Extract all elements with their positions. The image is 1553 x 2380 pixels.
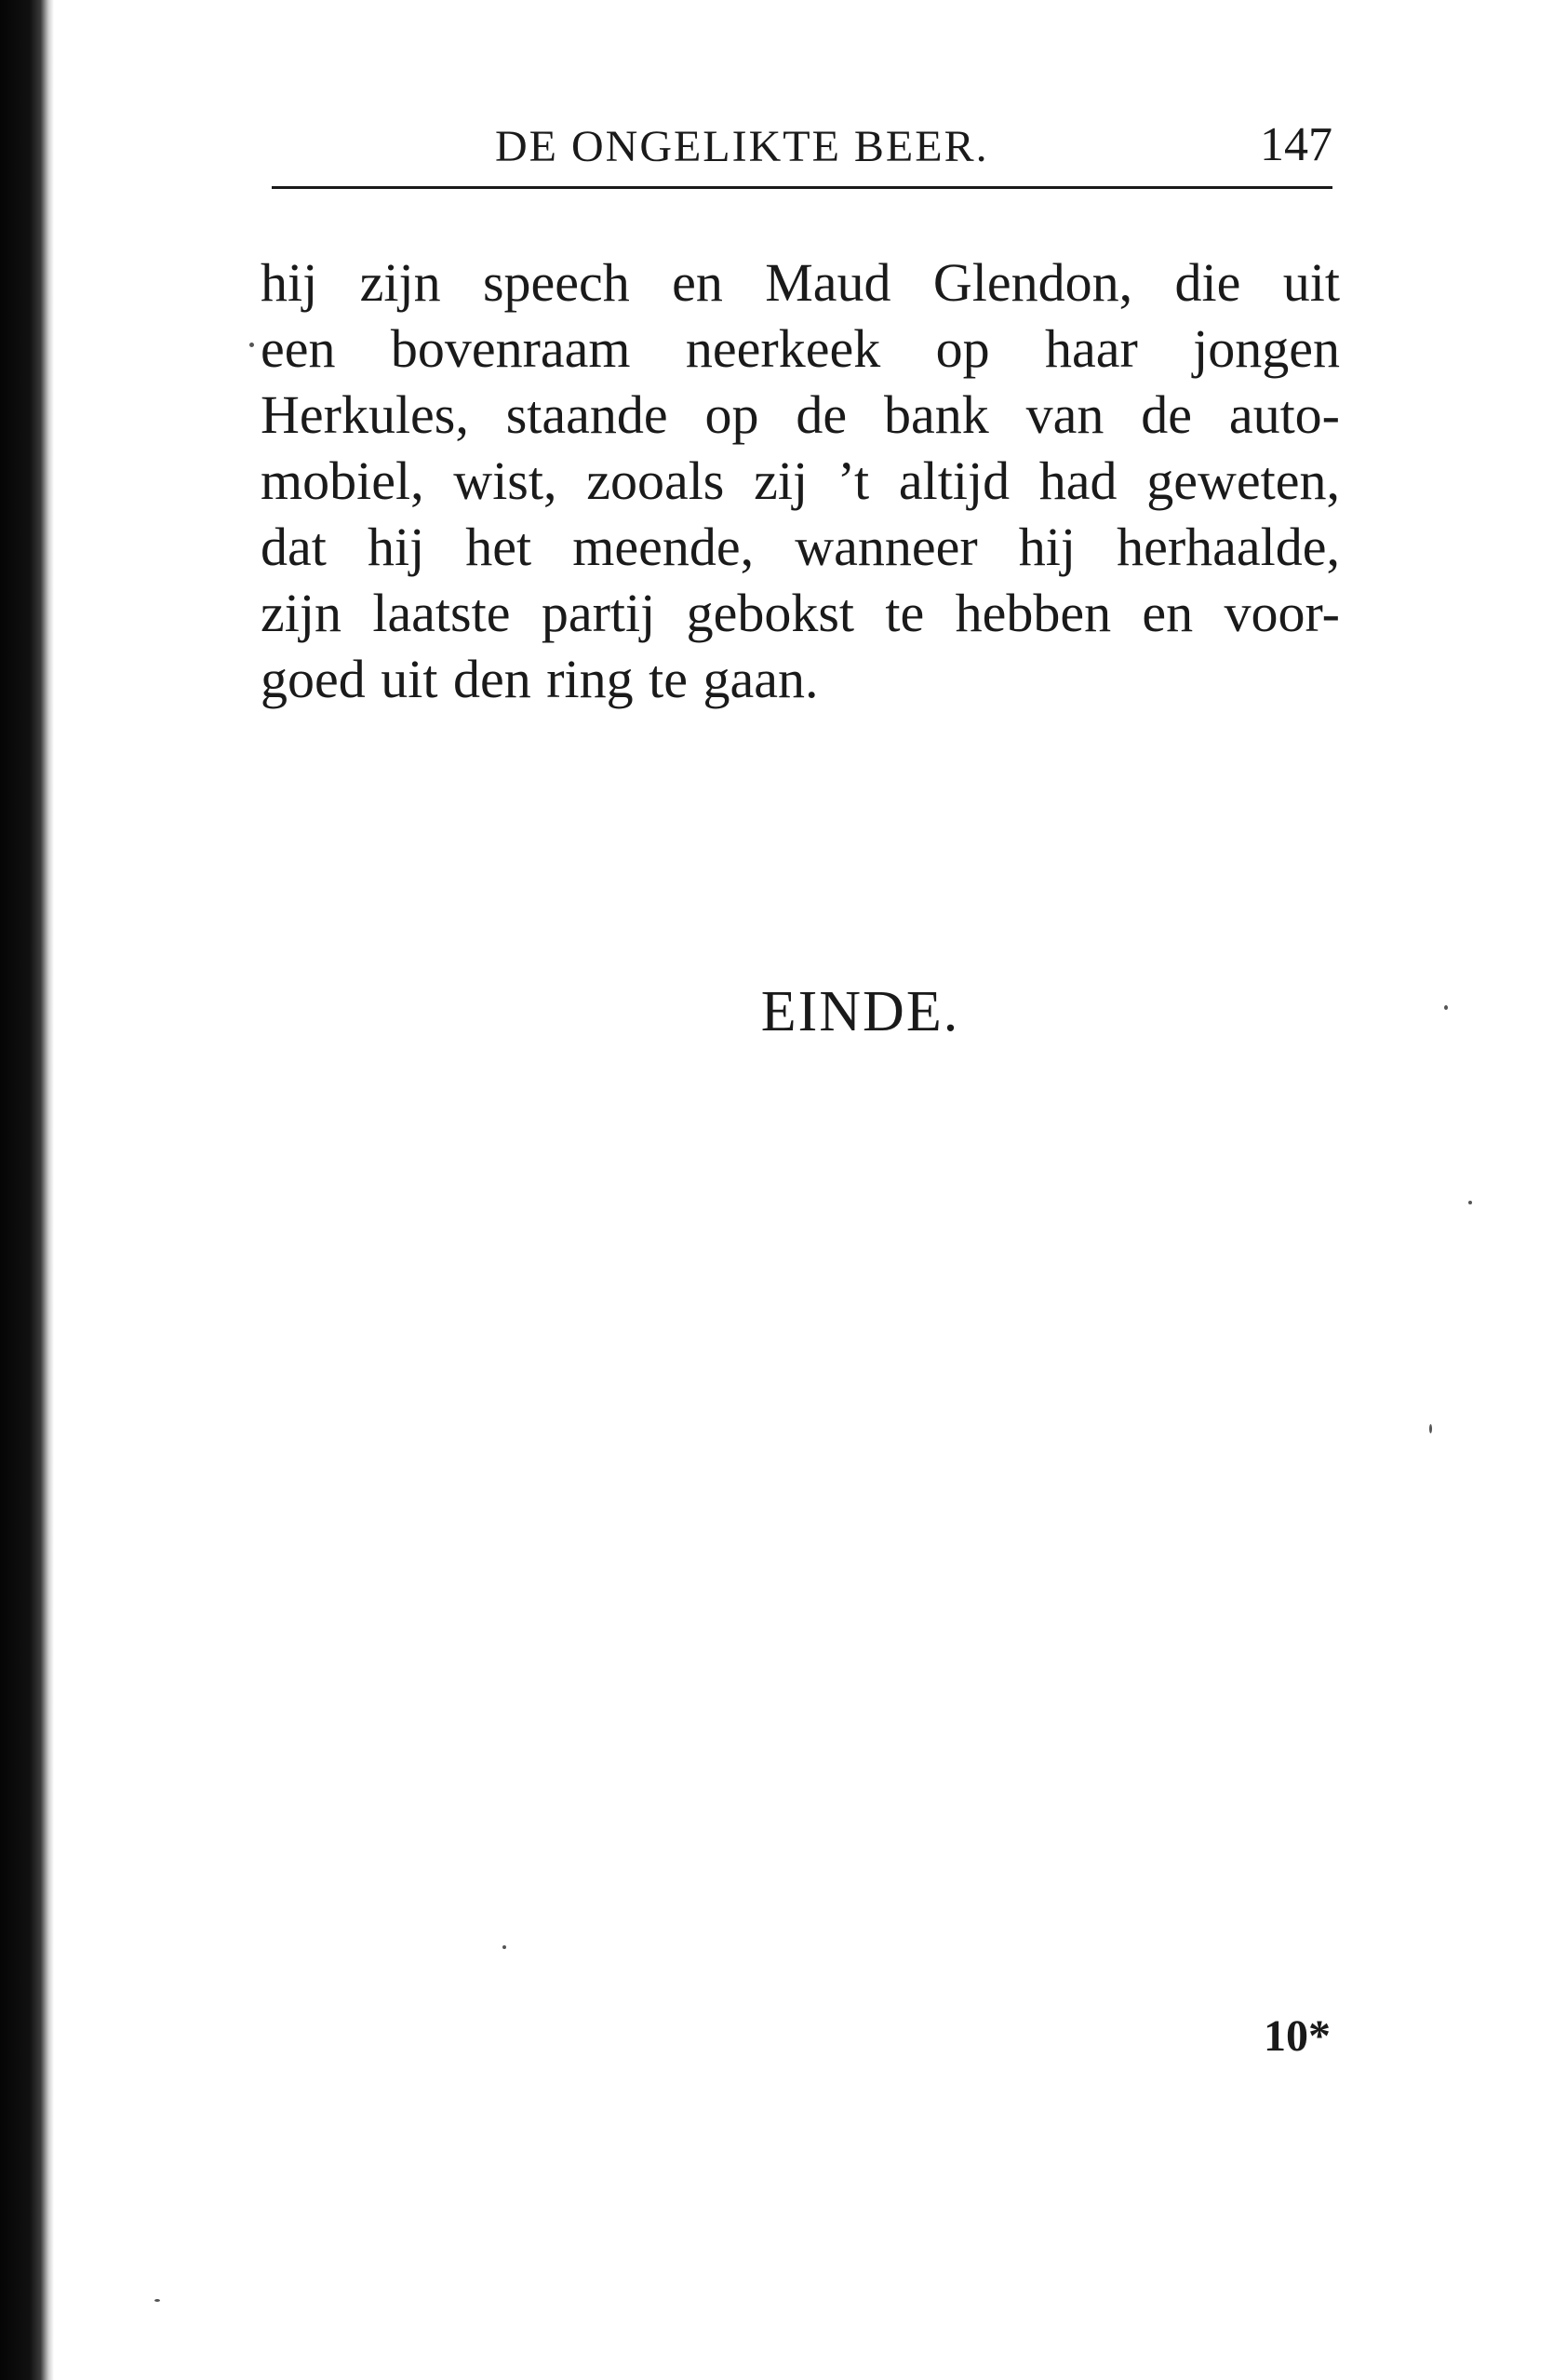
page-number: 147 xyxy=(1260,118,1332,171)
scan-speck xyxy=(249,343,254,347)
body-line: dat hij het meende, wanneer hij herhaalde, xyxy=(261,517,1340,577)
body-paragraph xyxy=(261,249,1340,712)
scan-speck xyxy=(502,1945,506,1949)
running-title: DE ONGELIKTE BEER. xyxy=(495,122,989,171)
running-head xyxy=(272,119,1332,184)
body-line: Herkules, staande op de bank van de auto- xyxy=(261,384,1340,445)
body-line: mobiel, wist, zooals zij ’t altijd had geweten, xyxy=(261,450,1340,511)
body-line: een bovenraam neerkeek op haar jongen xyxy=(261,318,1340,379)
scan-speck xyxy=(1444,1005,1448,1010)
body-line: zijn laatste partij gebokst te hebben en voor- xyxy=(261,583,1340,643)
scan-speck xyxy=(1468,1201,1472,1204)
scan-speck xyxy=(1429,1424,1432,1433)
signature-mark: 10* xyxy=(1264,2011,1331,2061)
body-line: goed uit den ring te gaan. xyxy=(261,649,819,709)
end-mark: EINDE. xyxy=(760,980,960,1043)
scan-speck xyxy=(154,2299,160,2302)
body-line: hij zijn speech en Maud Glendon, die uit xyxy=(261,252,1340,313)
header-rule xyxy=(272,186,1332,189)
